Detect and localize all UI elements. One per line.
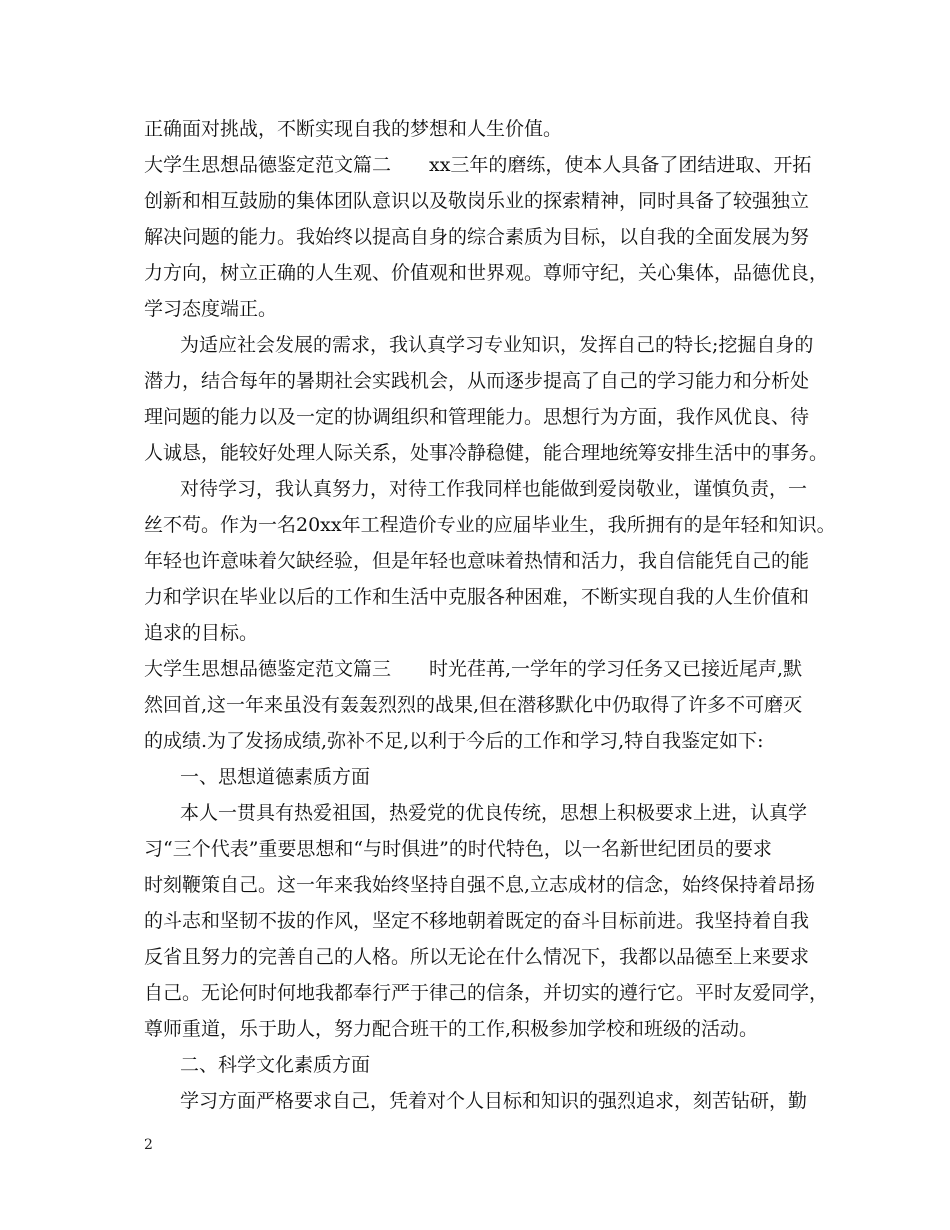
section-heading-line: 大学生思想品德鉴定范文篇三 时光荏苒,一学年的学习任务又已接近尾声,默	[144, 658, 803, 680]
body-text-line: 追求的目标。	[144, 622, 259, 644]
body-text-line: 解决问题的能力。我始终以提高自身的综合素质为目标，以自我的全面发展为努	[144, 226, 810, 248]
paragraph-first-line: 为适应社会发展的需求，我认真学习专业知识，发挥自己的特长;挖掘自身的	[180, 334, 814, 356]
body-text-line: 人诚恳，能较好处理人际关系，处事冷静稳健，能合理地统筹安排生活中的事务。	[144, 442, 829, 464]
paragraph-first-line: 对待学习，我认真努力，对待工作我同样也能做到爱岗敬业，谨慎负责，一	[180, 478, 808, 500]
body-text-line: 力方向，树立正确的人生观、价值观和世界观。尊师守纪，关心集体，品德优良，	[144, 262, 829, 284]
body-text-line: 力和学识在毕业以后的工作和生活中克服各种困难，不断实现自我的人生价值和	[144, 586, 810, 608]
paragraph-first-line: 本人一贯具有热爱祖国，热爱党的优良传统，思想上积极要求上进，认真学	[180, 802, 808, 824]
section-heading-line: 大学生思想品德鉴定范文篇二 xx三年的磨练，使本人具备了团结进取、开拓	[144, 154, 812, 176]
body-text-line: 丝不苟。作为一名20xx年工程造价专业的应届毕业生，我所拥有的是年轻和知识。	[144, 514, 836, 536]
subheading-line: 一、思想道德素质方面	[180, 766, 371, 788]
body-text-line: 正确面对挑战，不断实现自我的梦想和人生价值。	[144, 118, 563, 140]
page-number: 2	[144, 1137, 153, 1153]
body-text-line: 尊师重道，乐于助人，努力配合班干的工作,积极参加学校和班级的活动。	[144, 1018, 759, 1040]
body-text-line: 的成绩.为了发扬成绩,弥补不足,以利于今后的工作和学习,特自我鉴定如下:	[144, 730, 764, 752]
body-text-line: 的斗志和坚韧不拔的作风，坚定不移地朝着既定的奋斗目标前进。我坚持着自我	[144, 910, 810, 932]
body-text-line: 理问题的能力以及一定的协调组织和管理能力。思想行为方面，我作风优良、待	[144, 406, 810, 428]
body-text-line: 然回首,这一年来虽没有轰轰烈烈的战果,但在潜移默化中仍取得了许多不可磨灭	[144, 694, 803, 716]
body-text-line: 年轻也许意味着欠缺经验，但是年轻也意味着热情和活力，我自信能凭自己的能	[144, 550, 810, 572]
body-text-line: 潜力，结合每年的暑期社会实践机会，从而逐步提高了自己的学习能力和分析处	[144, 370, 810, 392]
body-text-line: 自己。无论何时何地我都奉行严于律己的信条，并切实的遵行它。平时友爱同学，	[144, 982, 829, 1004]
body-text-line: 创新和相互鼓励的集体团队意识以及敬岗乐业的探索精神，同时具备了较强独立	[144, 190, 810, 212]
body-text-line: 时刻鞭策自己。这一年来我始终坚持自强不息,立志成材的信念，始终保持着昂扬	[144, 874, 816, 896]
subheading-line: 二、科学文化素质方面	[180, 1054, 371, 1076]
paragraph-first-line: 学习方面严格要求自己，凭着对个人目标和知识的强烈追求，刻苦钻研，勤	[180, 1090, 808, 1112]
body-text-line: 习“三个代表”重要思想和“与时俱进”的时代特色，以一名新世纪团员的要求	[144, 838, 772, 860]
body-text-line: 反省且努力的完善自己的人格。所以无论在什么情况下，我都以品德至上来要求	[144, 946, 810, 968]
body-text-line: 学习态度端正。	[144, 298, 278, 320]
